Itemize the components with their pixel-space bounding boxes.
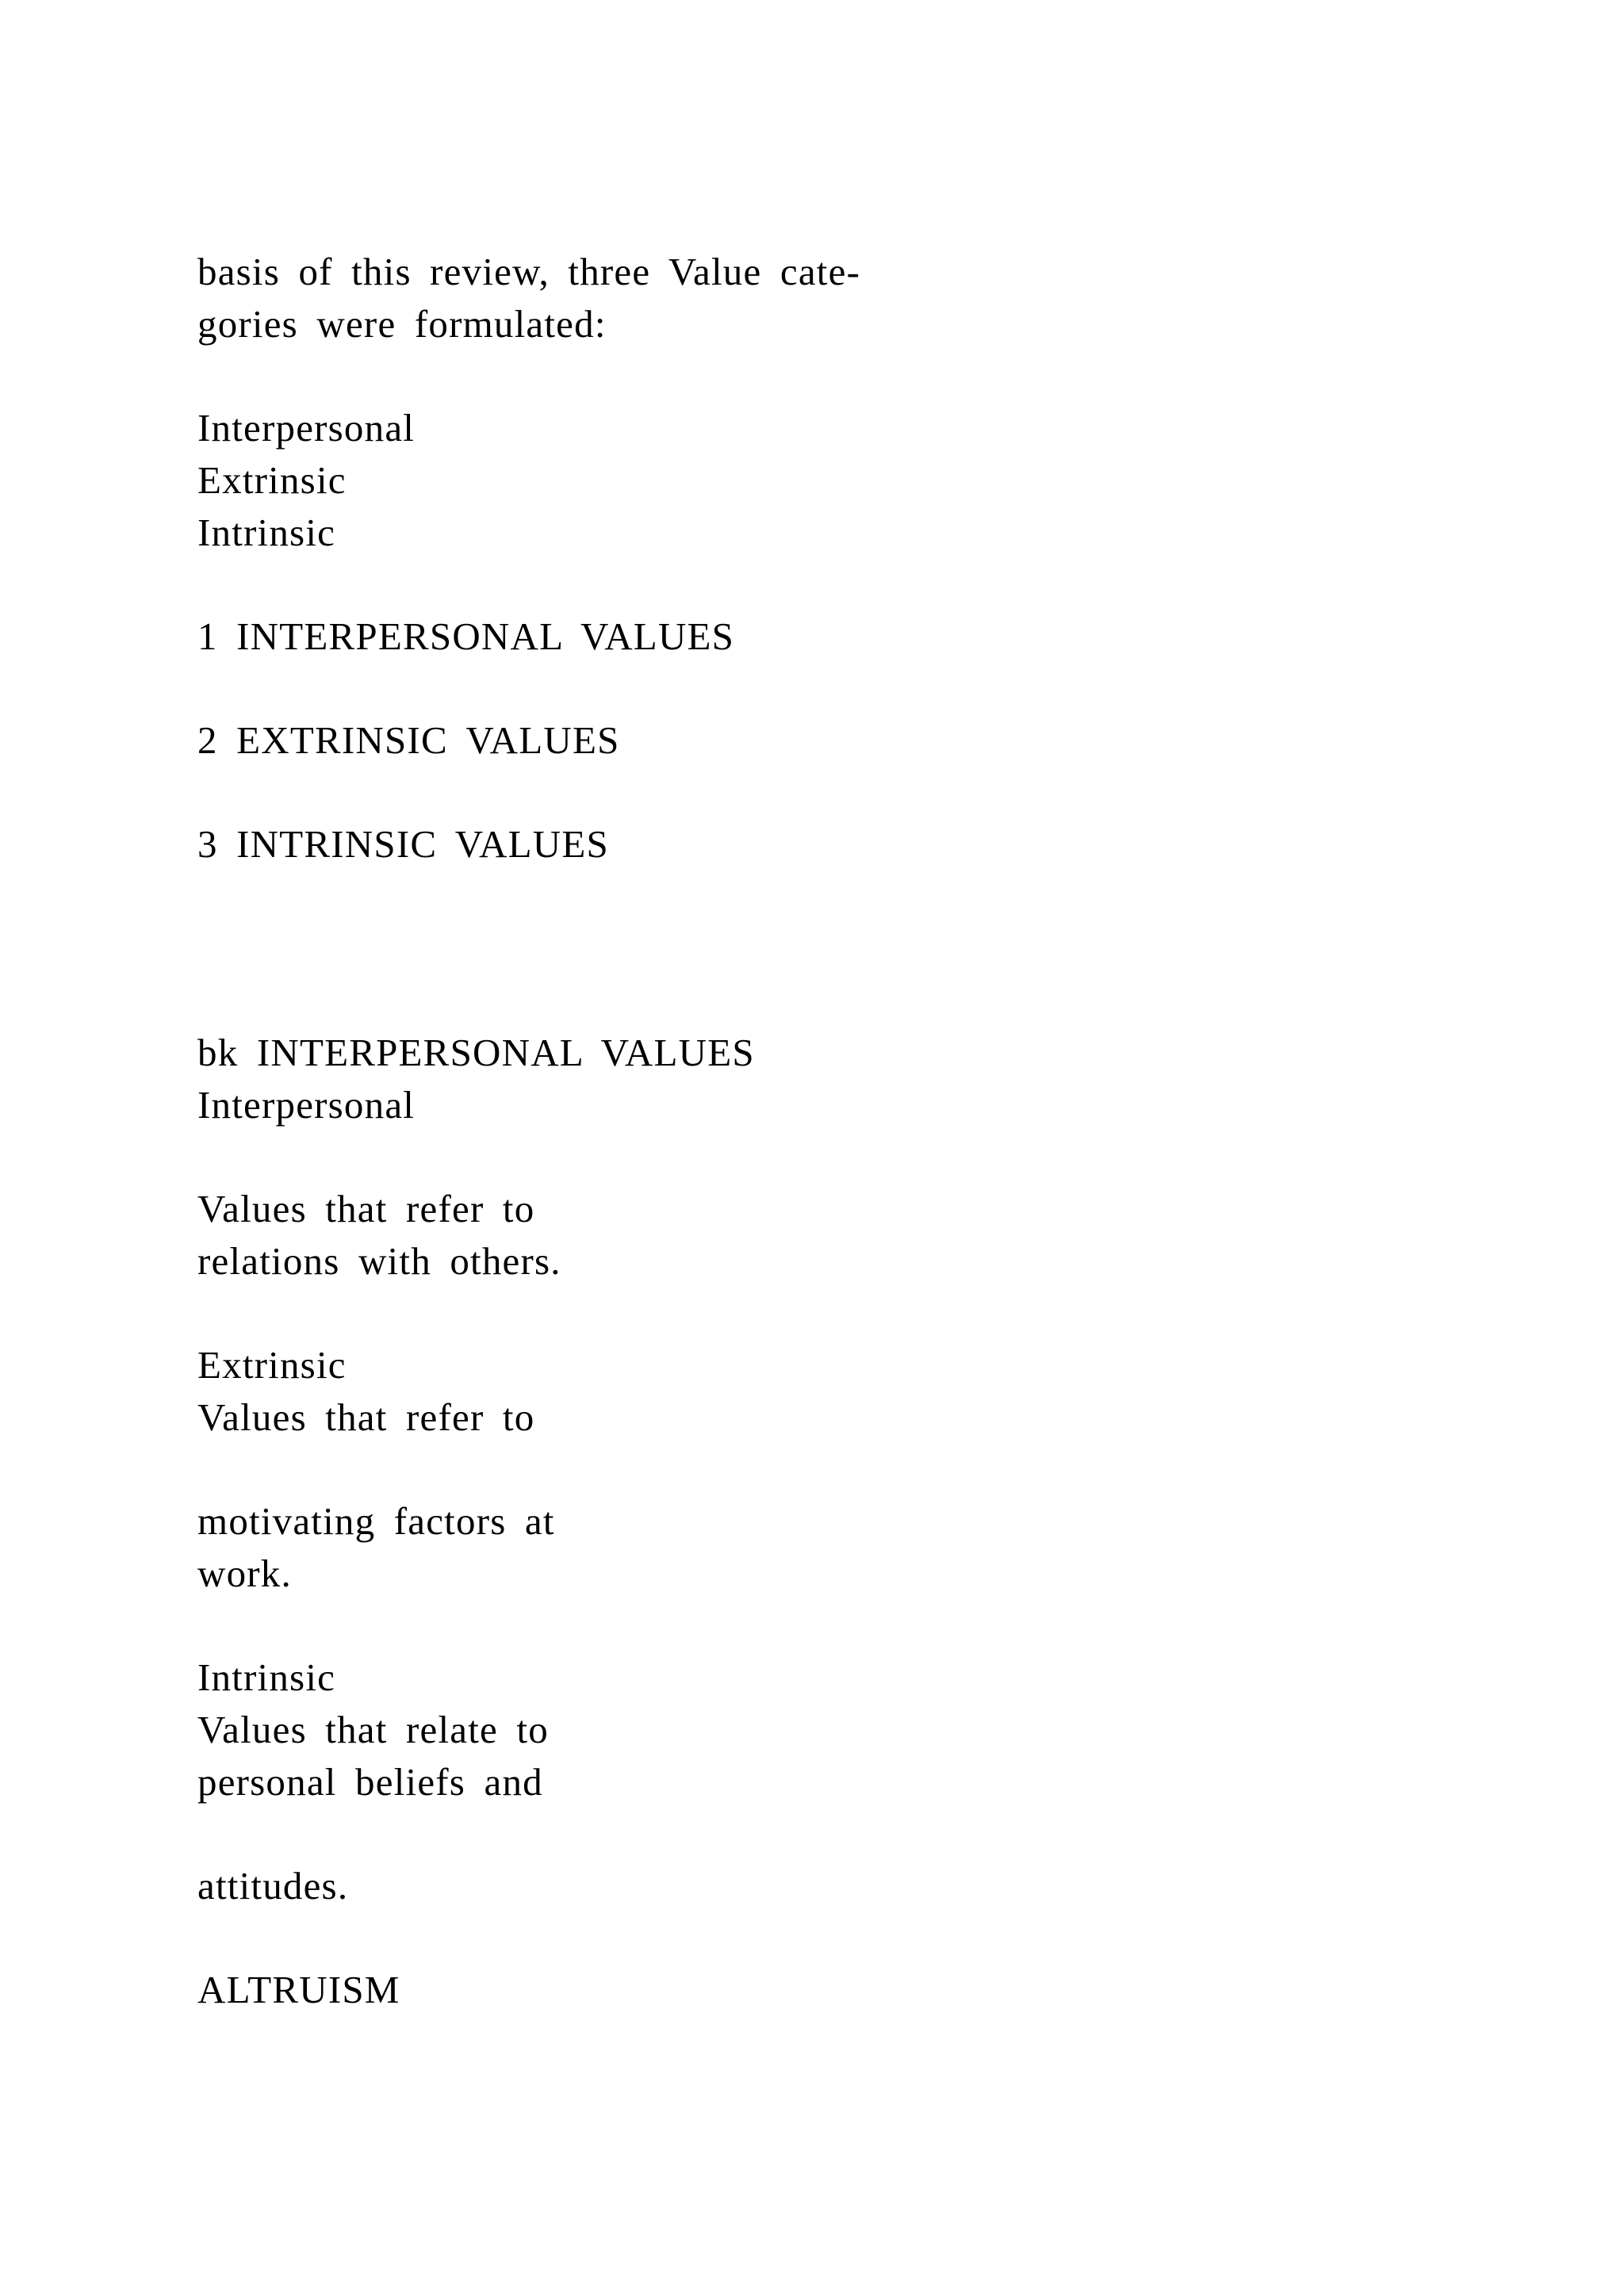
text-line: Intrinsic xyxy=(197,511,336,554)
text-line: Extrinsic xyxy=(197,458,347,502)
text-line: Values that refer to xyxy=(197,1187,535,1230)
section-heading: 1 INTERPERSONAL VALUES xyxy=(197,614,735,658)
text-line: work. xyxy=(197,1552,292,1595)
section-heading: 2 EXTRINSIC VALUES xyxy=(197,718,620,762)
text-line: basis of this review, three Value cate- xyxy=(197,250,861,293)
text-line: Values that relate to xyxy=(197,1708,549,1751)
section-heading: bk INTERPERSONAL VALUES xyxy=(197,1031,755,1074)
text-line: gories were formulated: xyxy=(197,302,607,346)
text-line: attitudes. xyxy=(197,1864,349,1908)
text-line: Intrinsic xyxy=(197,1655,336,1699)
section-heading: ALTRUISM xyxy=(197,1968,400,2011)
text-line: motivating factors at xyxy=(197,1499,555,1543)
section-heading: 3 INTRINSIC VALUES xyxy=(197,822,609,866)
text-line: Values that refer to xyxy=(197,1395,535,1439)
text-line: Interpersonal xyxy=(197,1083,416,1127)
text-line: Extrinsic xyxy=(197,1343,347,1387)
text-line: personal beliefs and xyxy=(197,1760,543,1804)
text-line: Interpersonal xyxy=(197,406,416,450)
text-line: relations with others. xyxy=(197,1239,561,1283)
